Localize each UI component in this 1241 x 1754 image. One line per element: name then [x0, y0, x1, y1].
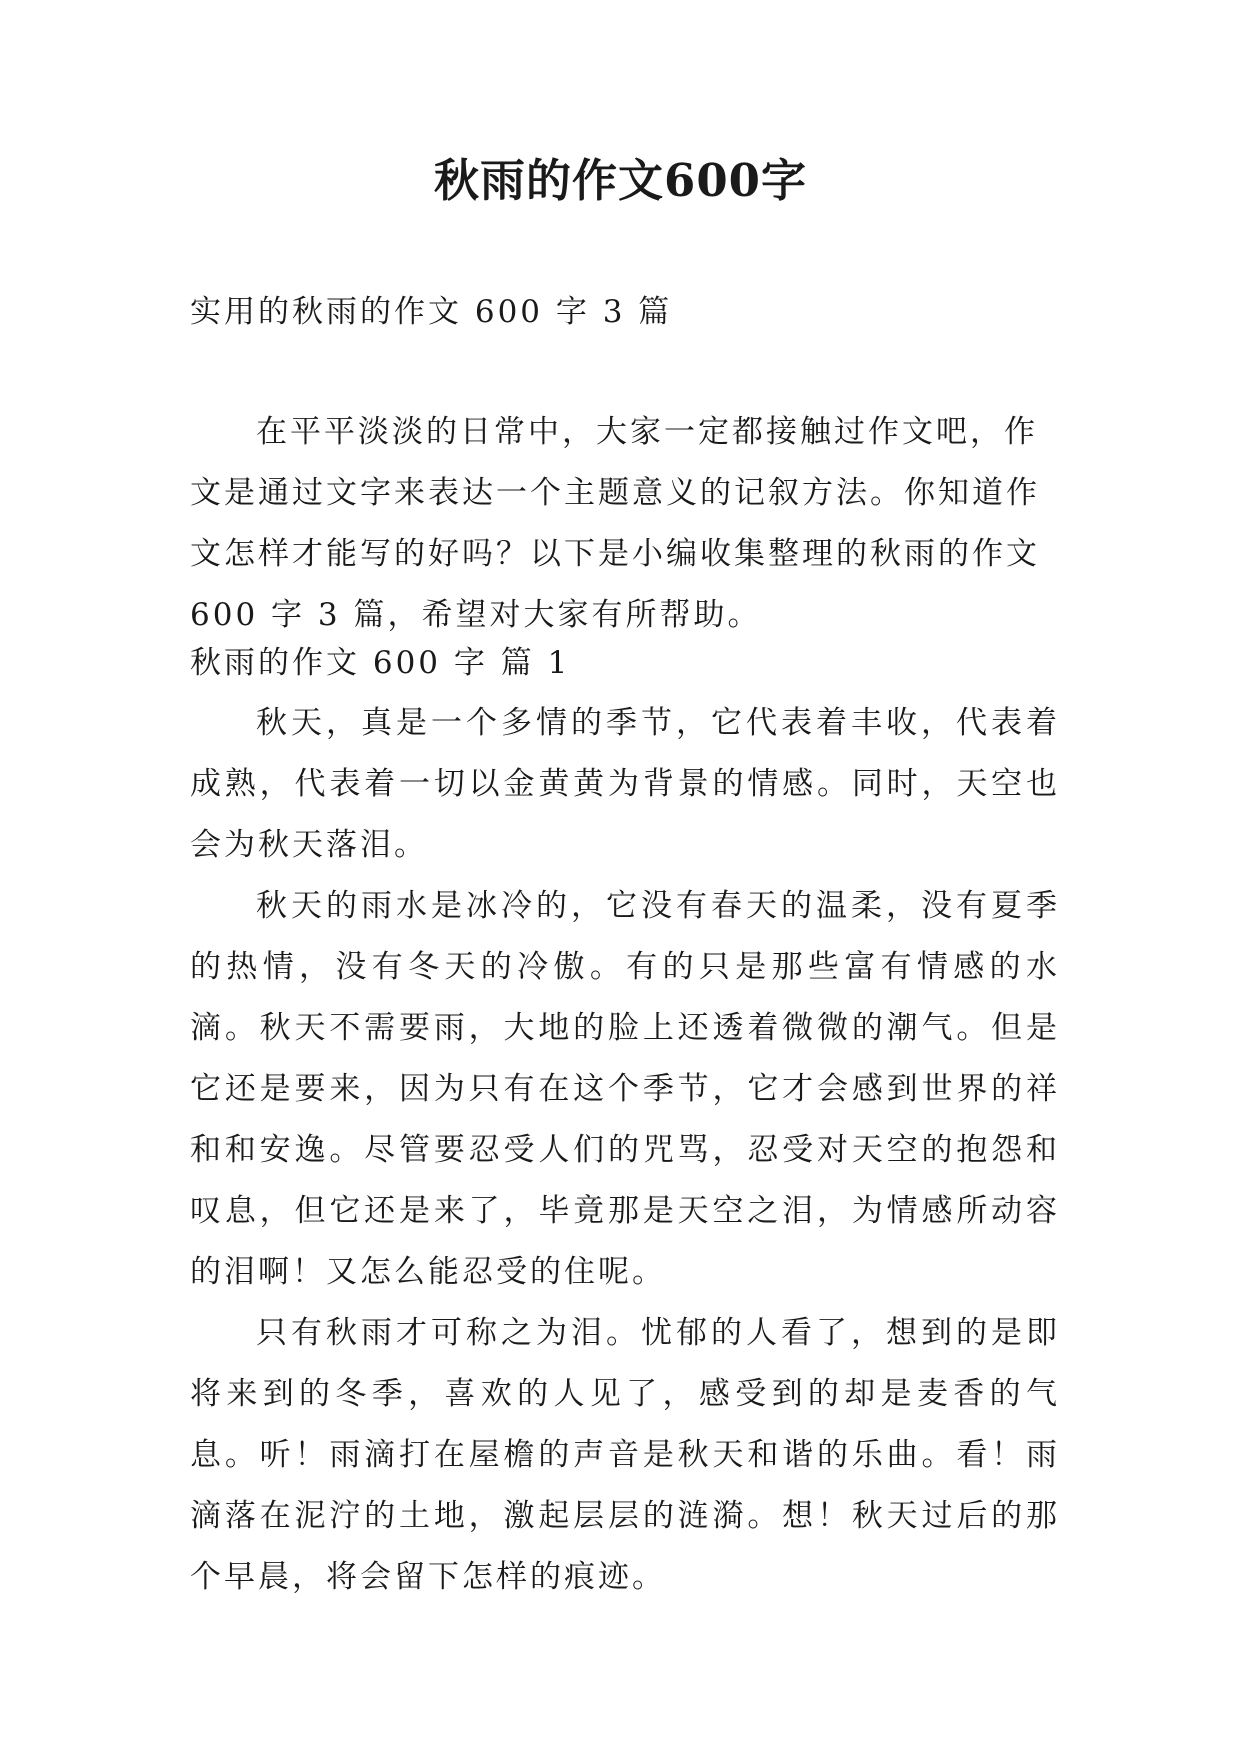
essay-paragraph: 秋天的雨水是冰冷的，它没有春天的温柔，没有夏季的热情，没有冬天的冷傲。有的只是那些富有情感的水滴。秋天不需要雨，大地的脸上还透着微微的潮气。但是它还是要来，因为只有在这个季节，它才会感到世界的祥和和安逸。尽管要忍受人们的咒骂，忍受对天空的抱怨和叹息，但它还是来了，毕竟那是天空之泪，为情感所动容的泪啊！又怎么能忍受的住呢。: [190, 888, 1060, 1290]
section-heading: 秋雨的作文 600 字 篇 1: [190, 645, 571, 681]
document-title: 秋雨的作文600字: [434, 154, 807, 207]
intro-paragraph: 在平平淡淡的日常中，大家一定都接触过作文吧，作文是通过文字来表达一个主题意义的记叙方法。你知道作文怎样才能写的好吗？以下是小编收集整理的秋雨的作文 600 字 3 篇，希望对大家有所帮助。: [190, 414, 1040, 633]
document-subtitle: 实用的秋雨的作文 600 字 3 篇: [190, 294, 673, 330]
essay-paragraph: 只有秋雨才可称之为泪。忧郁的人看了，想到的是即将来到的冬季，喜欢的人见了，感受到的却是麦香的气息。听！雨滴打在屋檐的声音是秋天和谐的乐曲。看！雨滴落在泥泞的土地，激起层层的涟漪。想！秋天过后的那个早晨，将会留下怎样的痕迹。: [190, 1315, 1060, 1595]
essay-body: [190, 693, 1060, 1608]
essay-paragraph: 秋天，真是一个多情的季节，它代表着丰收，代表着成熟，代表着一切以金黄黄为背景的情感。同时，天空也会为秋天落泪。: [190, 705, 1060, 863]
